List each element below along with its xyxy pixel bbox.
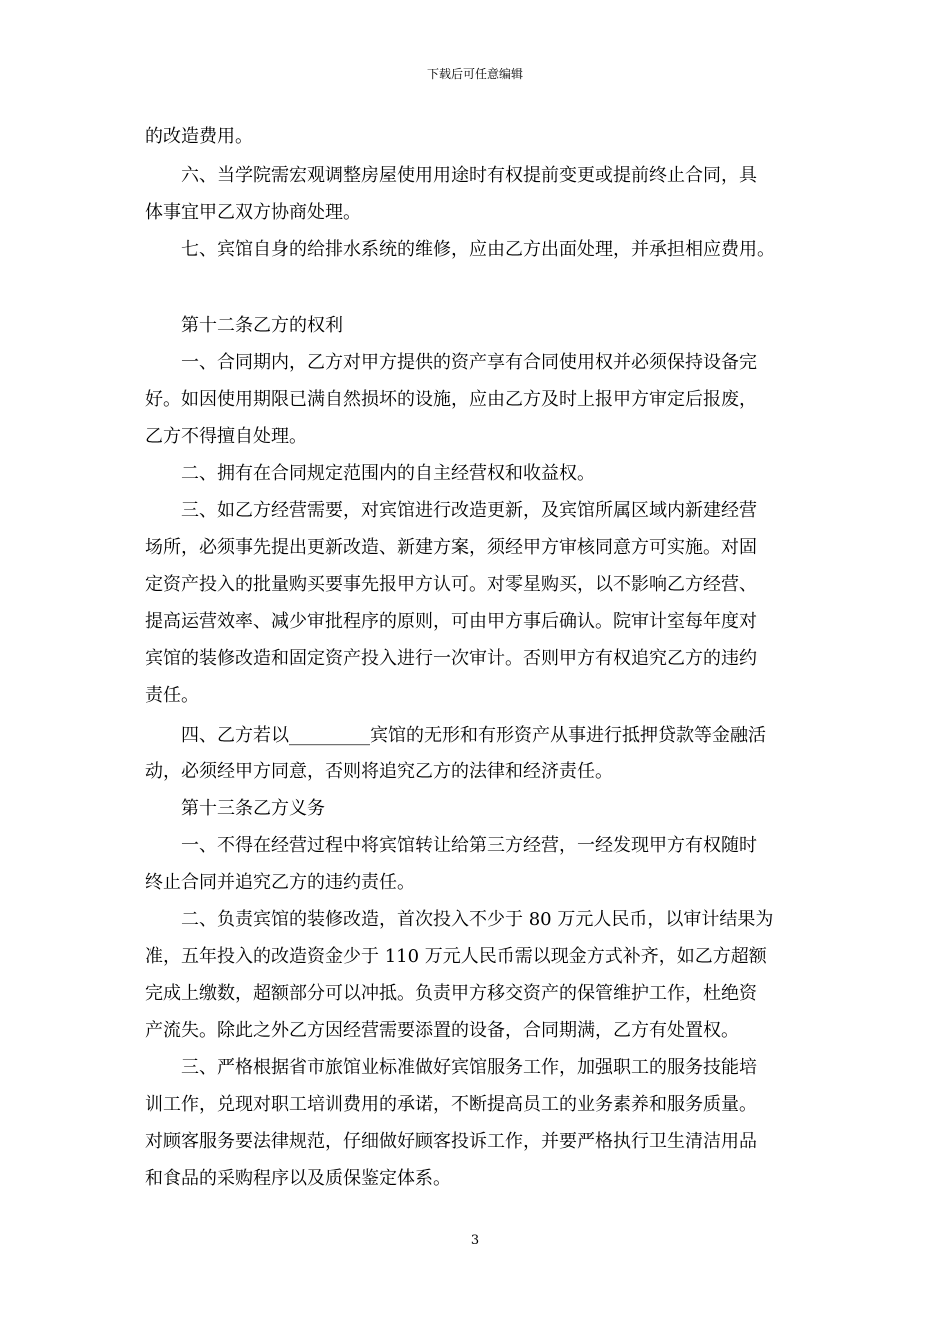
text-line: 三、如乙方经营需要，对宾馆进行改造更新，及宾馆所属区域内新建经营 [145, 500, 757, 521]
text-line: 完成上缴数，超额部分可以冲抵。负责甲方移交资产的保管维护工作，杜绝资 [145, 983, 757, 1004]
text-line: 乙方不得擅自处理。 [145, 426, 307, 447]
text-line: 二、负责宾馆的装修改造，首次投入不少于 80 万元人民币，以审计结果为 [145, 909, 774, 930]
text-line: 的改造费用。 [145, 126, 253, 147]
text-line: 准，五年投入的改造资金少于 110 万元人民币需以现金方式补齐，如乙方超额 [145, 946, 767, 967]
text-line: 六、当学院需宏观调整房屋使用用途时有权提前变更或提前终止合同，具 [145, 165, 757, 186]
text-line: 提高运营效率、减少审批程序的原则，可由甲方事后确认。院审计室每年度对 [145, 611, 757, 632]
text-line: 产流失。除此之外乙方因经营需要添置的设备，合同期满，乙方有处置权。 [145, 1020, 739, 1041]
text-line: 体事宜甲乙双方协商处理。 [145, 202, 361, 223]
text-line: 四、乙方若以_________宾馆的无形和有形资产从事进行抵押贷款等金融活 [145, 725, 766, 746]
section-heading: 第十二条乙方的权利 [145, 315, 343, 336]
text-line: 动，必须经甲方同意，否则将追究乙方的法律和经济责任。 [145, 761, 613, 782]
page-header: 下载后可任意编辑 [426, 67, 523, 81]
text-line: 终止合同并追究乙方的违约责任。 [145, 872, 415, 893]
text-line: 一、合同期内，乙方对甲方提供的资产享有合同使用权并必须保持设备完 [145, 352, 757, 373]
text-line: 七、宾馆自身的给排水系统的维修，应由乙方出面处理，并承担相应费用。 [145, 239, 775, 260]
text-line: 场所，必须事先提出更新改造、新建方案，须经甲方审核同意方可实施。对固 [145, 537, 757, 558]
page-number: 3 [470, 1233, 480, 1248]
text-line: 一、不得在经营过程中将宾馆转让给第三方经营，一经发现甲方有权随时 [145, 835, 757, 856]
text-line: 责任。 [145, 685, 199, 706]
text-line: 定资产投入的批量购买要事先报甲方认可。对零星购买，以不影响乙方经营、 [145, 574, 757, 595]
text-line: 三、严格根据省市旅馆业标准做好宾馆服务工作，加强职工的服务技能培 [145, 1057, 757, 1078]
text-line: 和食品的采购程序以及质保鉴定体系。 [145, 1168, 451, 1189]
text-line: 训工作，兑现对职工培训费用的承诺，不断提高员工的业务素养和服务质量。 [145, 1094, 757, 1115]
text-line: 二、拥有在合同规定范围内的自主经营权和收益权。 [145, 463, 595, 484]
text-line: 好。如因使用期限已满自然损坏的设施，应由乙方及时上报甲方审定后报废， [145, 389, 757, 410]
text-line: 宾馆的装修改造和固定资产投入进行一次审计。否则甲方有权追究乙方的违约 [145, 648, 757, 669]
text-line: 对顾客服务要法律规范，仔细做好顾客投诉工作，并要严格执行卫生清洁用品 [145, 1131, 757, 1152]
section-heading: 第十三条乙方义务 [145, 798, 325, 819]
